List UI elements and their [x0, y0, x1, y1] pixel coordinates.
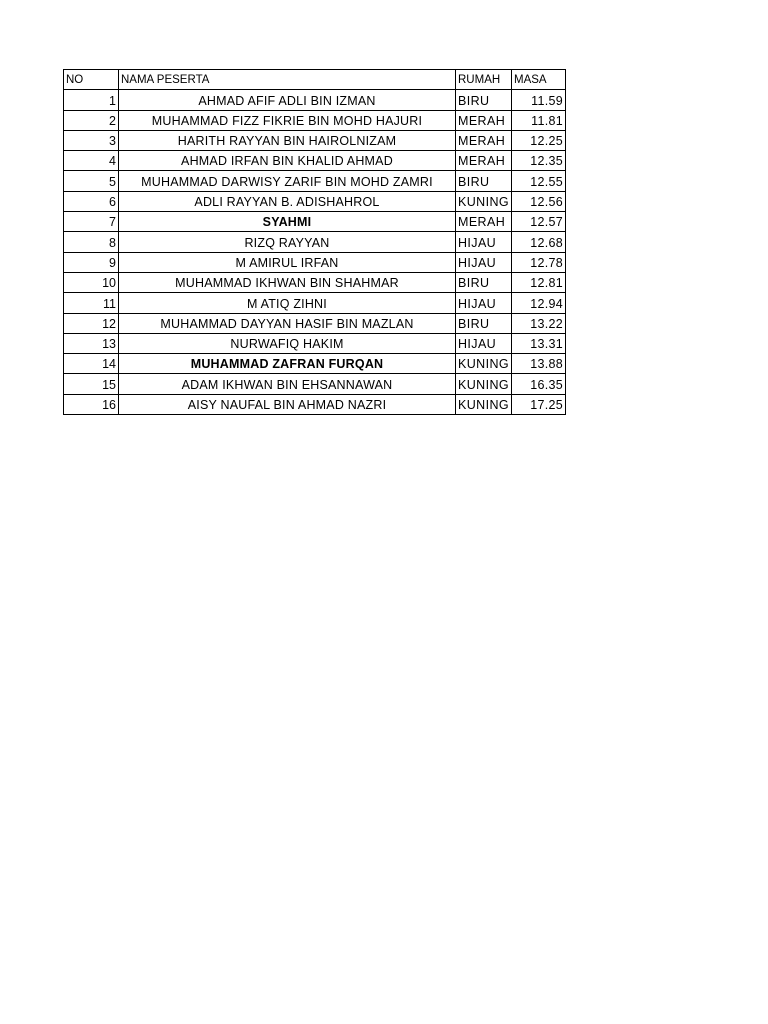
cell-no: 14 [64, 354, 119, 374]
cell-rumah: MERAH [456, 151, 512, 171]
table-row [64, 110, 566, 130]
cell-no: 16 [64, 394, 119, 414]
cell-name: AISY NAUFAL BIN AHMAD NAZRI [119, 394, 456, 414]
cell-name: HARITH RAYYAN BIN HAIROLNIZAM [119, 130, 456, 150]
table-row [64, 272, 566, 292]
cell-rumah: MERAH [456, 110, 512, 130]
cell-name: AHMAD IRFAN BIN KHALID AHMAD [119, 151, 456, 171]
cell-no: 2 [64, 110, 119, 130]
cell-rumah: HIJAU [456, 293, 512, 313]
cell-no: 3 [64, 130, 119, 150]
cell-no: 9 [64, 252, 119, 272]
cell-no: 5 [64, 171, 119, 191]
results-table [63, 69, 566, 415]
table-row [64, 171, 566, 191]
table-row [64, 313, 566, 333]
table-row [64, 333, 566, 353]
cell-masa: 12.56 [512, 191, 566, 211]
header-masa: MASA [512, 70, 566, 90]
cell-rumah: BIRU [456, 272, 512, 292]
cell-name: SYAHMI [119, 212, 456, 232]
table-row [64, 90, 566, 110]
table-row [64, 191, 566, 211]
cell-no: 6 [64, 191, 119, 211]
table-row [64, 130, 566, 150]
cell-rumah: BIRU [456, 171, 512, 191]
table-body [64, 90, 566, 415]
cell-no: 12 [64, 313, 119, 333]
cell-rumah: BIRU [456, 313, 512, 333]
cell-rumah: MERAH [456, 212, 512, 232]
cell-rumah: KUNING [456, 191, 512, 211]
cell-rumah: HIJAU [456, 333, 512, 353]
cell-masa: 12.55 [512, 171, 566, 191]
cell-no: 8 [64, 232, 119, 252]
cell-rumah: KUNING [456, 354, 512, 374]
table-row [64, 151, 566, 171]
header-name: NAMA PESERTA [119, 70, 456, 90]
cell-masa: 13.88 [512, 354, 566, 374]
table-row [64, 232, 566, 252]
cell-masa: 12.94 [512, 293, 566, 313]
header-row [64, 70, 566, 90]
cell-masa: 12.81 [512, 272, 566, 292]
cell-no: 15 [64, 374, 119, 394]
cell-no: 7 [64, 212, 119, 232]
cell-rumah: MERAH [456, 130, 512, 150]
cell-rumah: KUNING [456, 374, 512, 394]
cell-masa: 11.81 [512, 110, 566, 130]
cell-no: 4 [64, 151, 119, 171]
cell-name: NURWAFIQ HAKIM [119, 333, 456, 353]
table-row [64, 354, 566, 374]
cell-rumah: BIRU [456, 90, 512, 110]
cell-masa: 16.35 [512, 374, 566, 394]
cell-no: 10 [64, 272, 119, 292]
table-row [64, 212, 566, 232]
header-rumah: RUMAH [456, 70, 512, 90]
cell-masa: 12.57 [512, 212, 566, 232]
header-no: NO [64, 70, 119, 90]
cell-masa: 17.25 [512, 394, 566, 414]
cell-name: ADLI RAYYAN B. ADISHAHROL [119, 191, 456, 211]
cell-name: M ATIQ ZIHNI [119, 293, 456, 313]
cell-name: MUHAMMAD FIZZ FIKRIE BIN MOHD HAJURI [119, 110, 456, 130]
cell-masa: 12.25 [512, 130, 566, 150]
cell-name: RIZQ RAYYAN [119, 232, 456, 252]
cell-name: MUHAMMAD IKHWAN BIN SHAHMAR [119, 272, 456, 292]
cell-masa: 12.78 [512, 252, 566, 272]
table-row [64, 293, 566, 313]
cell-masa: 12.68 [512, 232, 566, 252]
cell-rumah: KUNING [456, 394, 512, 414]
cell-name: ADAM IKHWAN BIN EHSANNAWAN [119, 374, 456, 394]
table-row [64, 374, 566, 394]
table-row [64, 252, 566, 272]
cell-masa: 13.22 [512, 313, 566, 333]
cell-name: AHMAD AFIF ADLI BIN IZMAN [119, 90, 456, 110]
cell-name: MUHAMMAD DARWISY ZARIF BIN MOHD ZAMRI [119, 171, 456, 191]
cell-no: 11 [64, 293, 119, 313]
cell-masa: 11.59 [512, 90, 566, 110]
cell-name: MUHAMMAD ZAFRAN FURQAN [119, 354, 456, 374]
cell-name: M AMIRUL IRFAN [119, 252, 456, 272]
cell-masa: 13.31 [512, 333, 566, 353]
cell-masa: 12.35 [512, 151, 566, 171]
table-row [64, 394, 566, 414]
cell-rumah: HIJAU [456, 252, 512, 272]
cell-no: 1 [64, 90, 119, 110]
cell-no: 13 [64, 333, 119, 353]
cell-name: MUHAMMAD DAYYAN HASIF BIN MAZLAN [119, 313, 456, 333]
cell-rumah: HIJAU [456, 232, 512, 252]
